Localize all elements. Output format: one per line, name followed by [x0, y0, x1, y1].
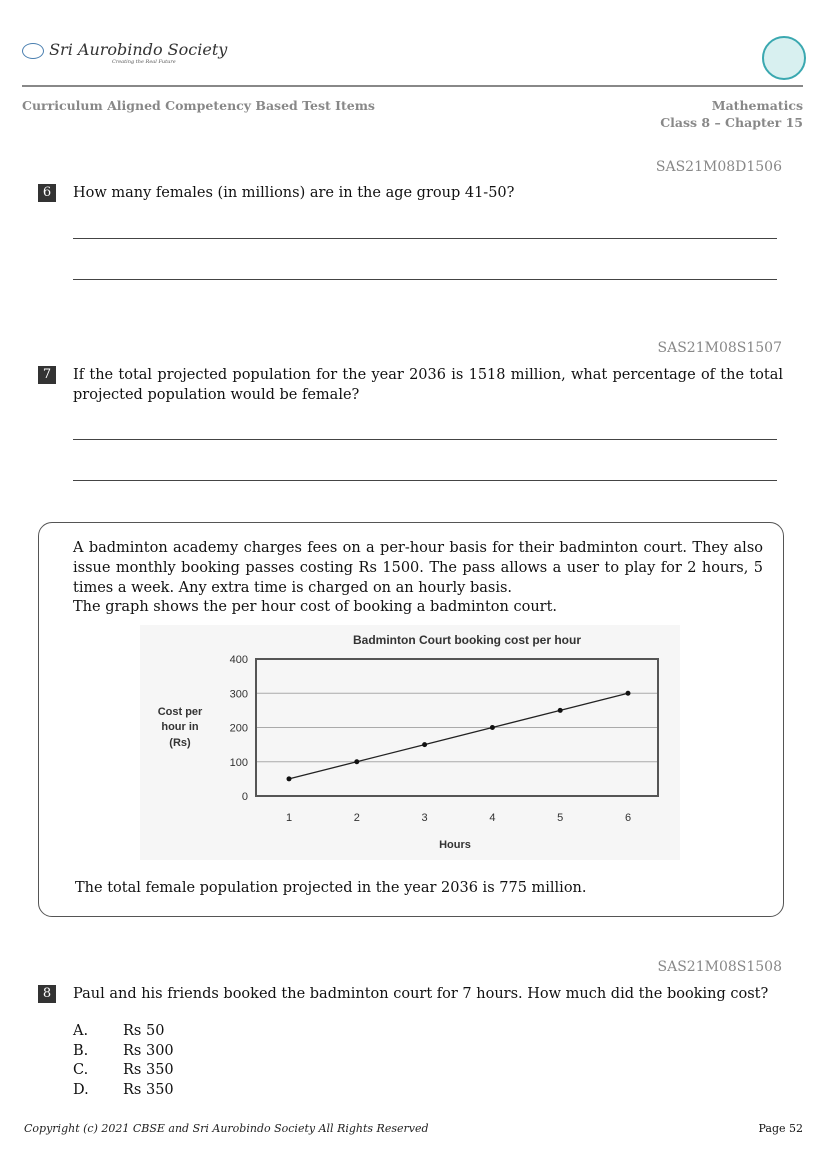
context-paragraph: A badminton academy charges fees on a per-hour basis for their badminton court. They also issue monthly booking passes costing Rs 1500. The pass allows a user to play for 2 hours, 5 times a week. Any extra time is charged on an hourly basis.	[73, 540, 763, 596]
data-point	[354, 759, 359, 764]
class-chapter: Class 8 – Chapter 15	[660, 115, 803, 130]
y-tick-label: 100	[229, 756, 248, 769]
option-a[interactable]	[73, 1023, 174, 1043]
x-axis-label: Hours	[439, 839, 471, 851]
question-code: SAS21M08D1506	[655, 159, 782, 175]
subject: Mathematics	[711, 98, 803, 113]
y-axis-label-line: (Rs)	[169, 737, 191, 749]
option-text: Rs 50	[123, 1023, 165, 1039]
x-tick-label: 3	[421, 812, 428, 824]
answer-line[interactable]	[73, 238, 777, 239]
option-b[interactable]	[73, 1043, 174, 1063]
data-point	[287, 776, 292, 781]
x-tick-label: 4	[489, 812, 496, 824]
x-tick-label: 2	[353, 812, 360, 824]
question-code: SAS21M08S1507	[657, 340, 782, 356]
question-code: SAS21M08S1508	[657, 959, 782, 975]
context-note: The total female population projected in the year 2036 is 775 million.	[75, 880, 587, 896]
question-text: How many females (in millions) are in the age group 41-50?	[73, 185, 515, 201]
line-chart	[140, 625, 680, 860]
question-text: Paul and his friends booked the badminton court for 7 hours. How much did the booking cost?	[73, 986, 769, 1002]
answer-line[interactable]	[73, 439, 777, 440]
question-number: 7	[38, 366, 56, 384]
y-tick-label: 0	[241, 791, 248, 803]
org-name: Sri Aurobindo Society	[49, 40, 228, 59]
subject-info	[660, 98, 803, 130]
option-d[interactable]	[73, 1082, 174, 1102]
x-tick-label: 1	[285, 812, 293, 824]
page-number: Page 52	[758, 1122, 803, 1135]
x-tick-label: 5	[557, 812, 564, 824]
option-text: Rs 300	[123, 1042, 174, 1059]
question-number: 8	[38, 985, 56, 1003]
data-point	[558, 708, 563, 713]
options-list	[73, 1023, 174, 1101]
cbse-seal-icon	[762, 36, 806, 80]
x-tick-label: 6	[624, 812, 632, 824]
chart-background	[140, 625, 680, 860]
option-text: Rs 350	[123, 1062, 174, 1078]
header-divider	[22, 85, 803, 87]
document-title: Curriculum Aligned Competency Based Test Items	[22, 98, 375, 113]
option-c[interactable]	[73, 1062, 174, 1082]
answer-line[interactable]	[73, 279, 777, 280]
answer-line[interactable]	[73, 480, 777, 481]
y-tick-label: 200	[229, 722, 248, 735]
option-letter: A.	[73, 1023, 89, 1039]
y-axis-label-line: Cost per	[157, 706, 203, 718]
context-paragraph: The graph shows the per hour cost of booking a badminton court.	[73, 599, 558, 615]
option-letter: D.	[73, 1081, 89, 1098]
sri-aurobindo-logo	[22, 40, 227, 65]
option-letter: B.	[73, 1042, 89, 1059]
logo-emblem-icon	[22, 43, 44, 59]
data-point	[422, 742, 427, 747]
y-tick-label: 400	[229, 654, 248, 666]
data-point	[626, 691, 631, 696]
chart-title: Badminton Court booking cost per hour	[353, 633, 581, 647]
question-text: If the total projected population for the year 2036 is 1518 million, what percentage of the total projected population would be female?	[73, 367, 783, 403]
data-point	[490, 725, 495, 730]
y-tick-label: 300	[229, 688, 248, 701]
option-text: Rs 350	[123, 1081, 174, 1098]
option-letter: C.	[73, 1062, 89, 1078]
question-number: 6	[38, 184, 56, 202]
y-axis-label-line: hour in	[161, 721, 199, 733]
org-tagline: Creating the Real Future	[112, 59, 176, 65]
copyright: Copyright (c) 2021 CBSE and Sri Aurobindo Society All Rights Reserved	[24, 1122, 429, 1135]
